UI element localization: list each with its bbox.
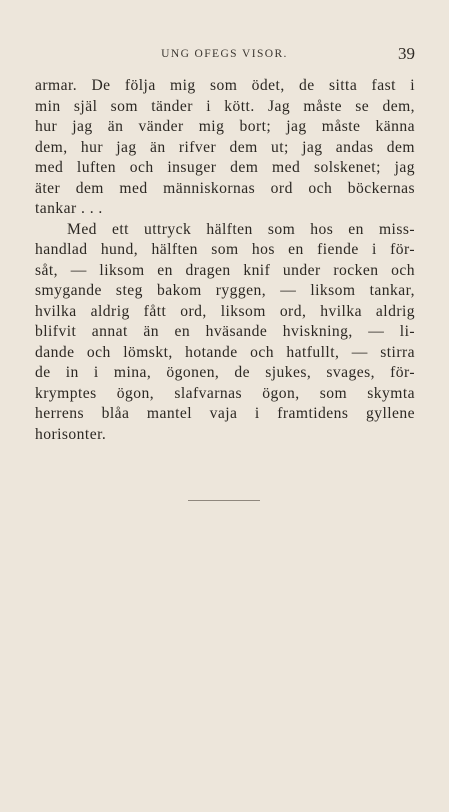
text-line: smygande steg bakom ryggen, — liksom tankar, <box>35 282 415 299</box>
text-line: med luften och insuger dem med solskenet; jag <box>35 159 415 176</box>
paragraph <box>35 220 415 446</box>
text-line: hur jag än vänder mig bort; jag måste känna <box>35 118 415 135</box>
body-text <box>35 76 415 445</box>
text-line: dande och lömskt, hotande och hatfullt, — stirra <box>35 343 415 361</box>
text-line: krymptes ögon, slafvarnas ögon, som skymta <box>35 384 415 402</box>
text-line: Med ett uttryck hälften som hos en miss- <box>67 220 415 238</box>
text-line: armar. De följa mig som ödet, de sitta fast i <box>35 77 415 94</box>
paragraph <box>35 76 415 220</box>
text-line: horisonter. <box>35 425 107 443</box>
text-line: handlad hund, hälften som hos en fiende i för- <box>35 241 415 258</box>
text-line: de in i mina, ögonen, de sjukes, svages, för- <box>35 364 415 381</box>
running-head <box>34 44 415 66</box>
text-line: min själ som tänder i kött. Jag måste se dem, <box>35 97 415 115</box>
text-line: dem, hur jag än rifver dem ut; jag andas dem <box>35 138 415 156</box>
text-line: såt, — liksom en dragen knif under rocken och <box>35 261 415 279</box>
page-number: 39 <box>398 44 415 63</box>
section-divider <box>188 500 260 501</box>
text-line: blifvit annat än en hväsande hviskning, — li- <box>35 323 415 340</box>
text-line: hvilka aldrig fått ord, liksom ord, hvilka aldrig <box>35 302 415 320</box>
text-line: äter dem med människornas ord och böckernas <box>35 179 415 197</box>
header-title: UNG OFEGS VISOR. <box>161 48 288 60</box>
text-line: herrens blåa mantel vaja i framtidens gyllene <box>35 405 415 422</box>
text-line: tankar . . . <box>35 200 103 217</box>
